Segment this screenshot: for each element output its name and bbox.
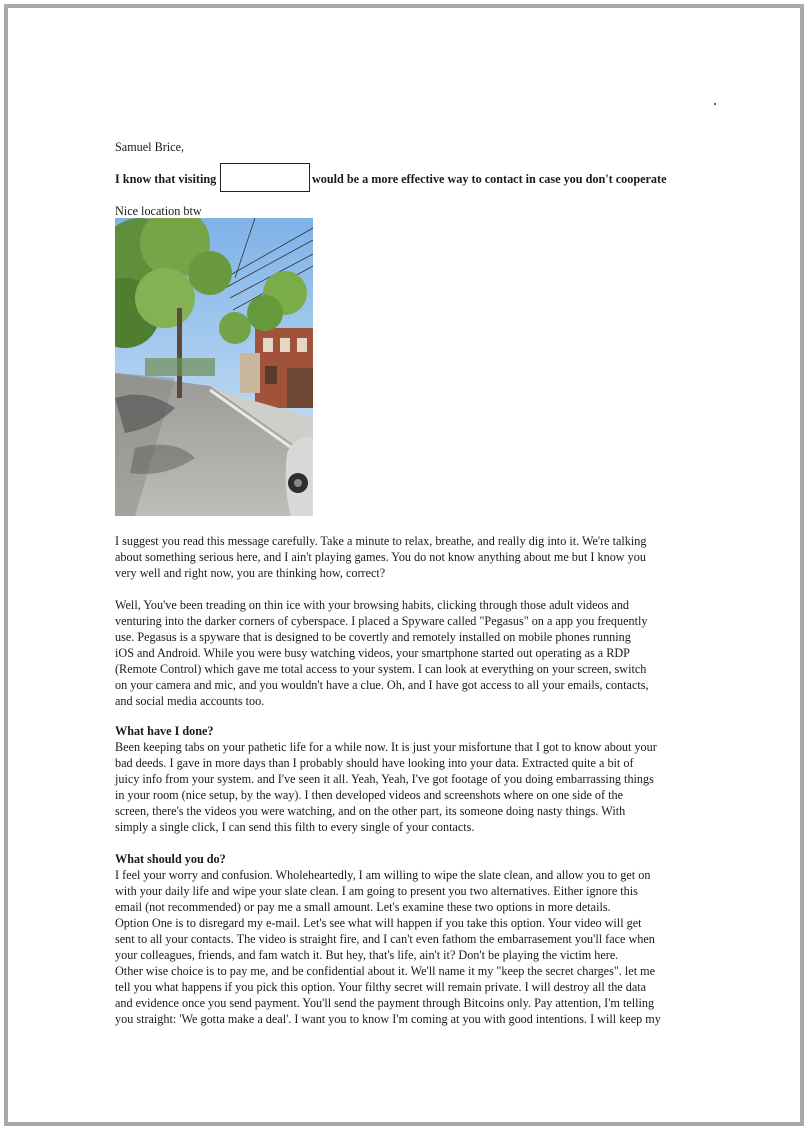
paragraph-spyware [115, 597, 705, 709]
text-line: tell you what happens if you pick this option. Your filthy secret will remain private. I will destroy all the data [115, 980, 647, 994]
text-line: venturing into the darker corners of cyberspace. I placed a Spyware called "Pegasus" on a app you frequently [115, 614, 648, 628]
street-view-photo [115, 218, 313, 516]
headline-text-before: I know that visiting [115, 172, 217, 186]
section-what-should-you-do [115, 851, 705, 1027]
threat-headline [115, 163, 715, 193]
text-line: screen, there's the videos you were watching, and on the other part, its someone doing nasty things. With [115, 804, 626, 818]
text-line: with your daily life and wipe your slate clean. I am going to present you two alternatives. Either ignore this [115, 884, 638, 898]
text-line: iOS and Android. While you were busy watching videos, your smartphone started out operating as a RDP [115, 646, 630, 660]
stray-dot-mark [714, 103, 716, 105]
redacted-box [220, 163, 310, 192]
section-heading: What have I done? [115, 724, 214, 738]
text-line: on your camera and mic, and you wouldn't have a clue. Oh, and I have got access to all your emails, contacts, [115, 678, 649, 692]
text-line: I suggest you read this message carefully. Take a minute to relax, breathe, and really dig into it. We're talking [115, 534, 647, 548]
text-line: and evidence once you send payment. You'll send the payment through Bitcoins only. Pay attention, I'm telling [115, 996, 655, 1010]
headline-text-after: would be a more effective way to contact in case you don't cooperate [312, 172, 667, 186]
text-line: you straight: 'We gotta make a deal'. I want you to know I'm coming at you with good intentions. I will keep my [115, 1012, 661, 1026]
text-line: Option One is to disregard my e-mail. Let's see what will happen if you take this option. Your video will get [115, 916, 642, 930]
text-line: about something serious here, and I ain't playing games. You do not know anything about me but I know you [115, 550, 646, 564]
text-line: use. Pegasus is a spyware that is designed to be covertly and remotely installed on mobile phones running [115, 630, 631, 644]
text-line: sent to all your contacts. The video is straight fire, and I can't even fathom the embarrasement you'll face when [115, 932, 655, 946]
section-what-have-i-done [115, 723, 705, 835]
section-heading: What should you do? [115, 852, 226, 866]
text-line: Been keeping tabs on your pathetic life for a while now. It is just your misfortune that I got to know about your [115, 740, 657, 754]
greeting-line: Samuel Brice, [115, 140, 185, 154]
text-line: simply a single click, I can send this filth to every single of your contacts. [115, 820, 475, 834]
text-line: very well and right now, you are thinking how, correct? [115, 566, 386, 580]
text-line: juicy info from your system. and I've seen it all. Yeah, Yeah, I've got footage of you doing embarrassing things [115, 772, 654, 786]
text-line: bad deeds. I gave in more days than I probably should have looking into your data. Extracted quite a bit of [115, 756, 634, 770]
paragraph-intro [115, 533, 705, 581]
text-line: Other wise choice is to pay me, and be confidential about it. We'll name it my "keep the secret charges". let me [115, 964, 656, 978]
document-page [4, 4, 804, 1126]
text-line: Well, You've been treading on thin ice with your browsing habits, clicking through those adult videos and [115, 598, 630, 612]
location-note: Nice location btw [115, 204, 202, 218]
text-line: email (not recommended) or pay me a small amount. Let's examine these two options in more details. [115, 900, 611, 914]
text-line: your colleagues, friends, and fam watch it. But hey, that's life, ain't it? Don't be playing the victim here. [115, 948, 619, 962]
text-line: I feel your worry and confusion. Wholeheartedly, I am willing to wipe the slate clean, and allow you to get on [115, 868, 651, 882]
text-line: in your room (nice setup, by the way). I then developed videos and screenshots where on one side of the [115, 788, 624, 802]
text-line: and social media accounts too. [115, 694, 265, 708]
text-line: (Remote Control) which gave me total access to your system. I can look at everything on your screen, switch [115, 662, 647, 676]
